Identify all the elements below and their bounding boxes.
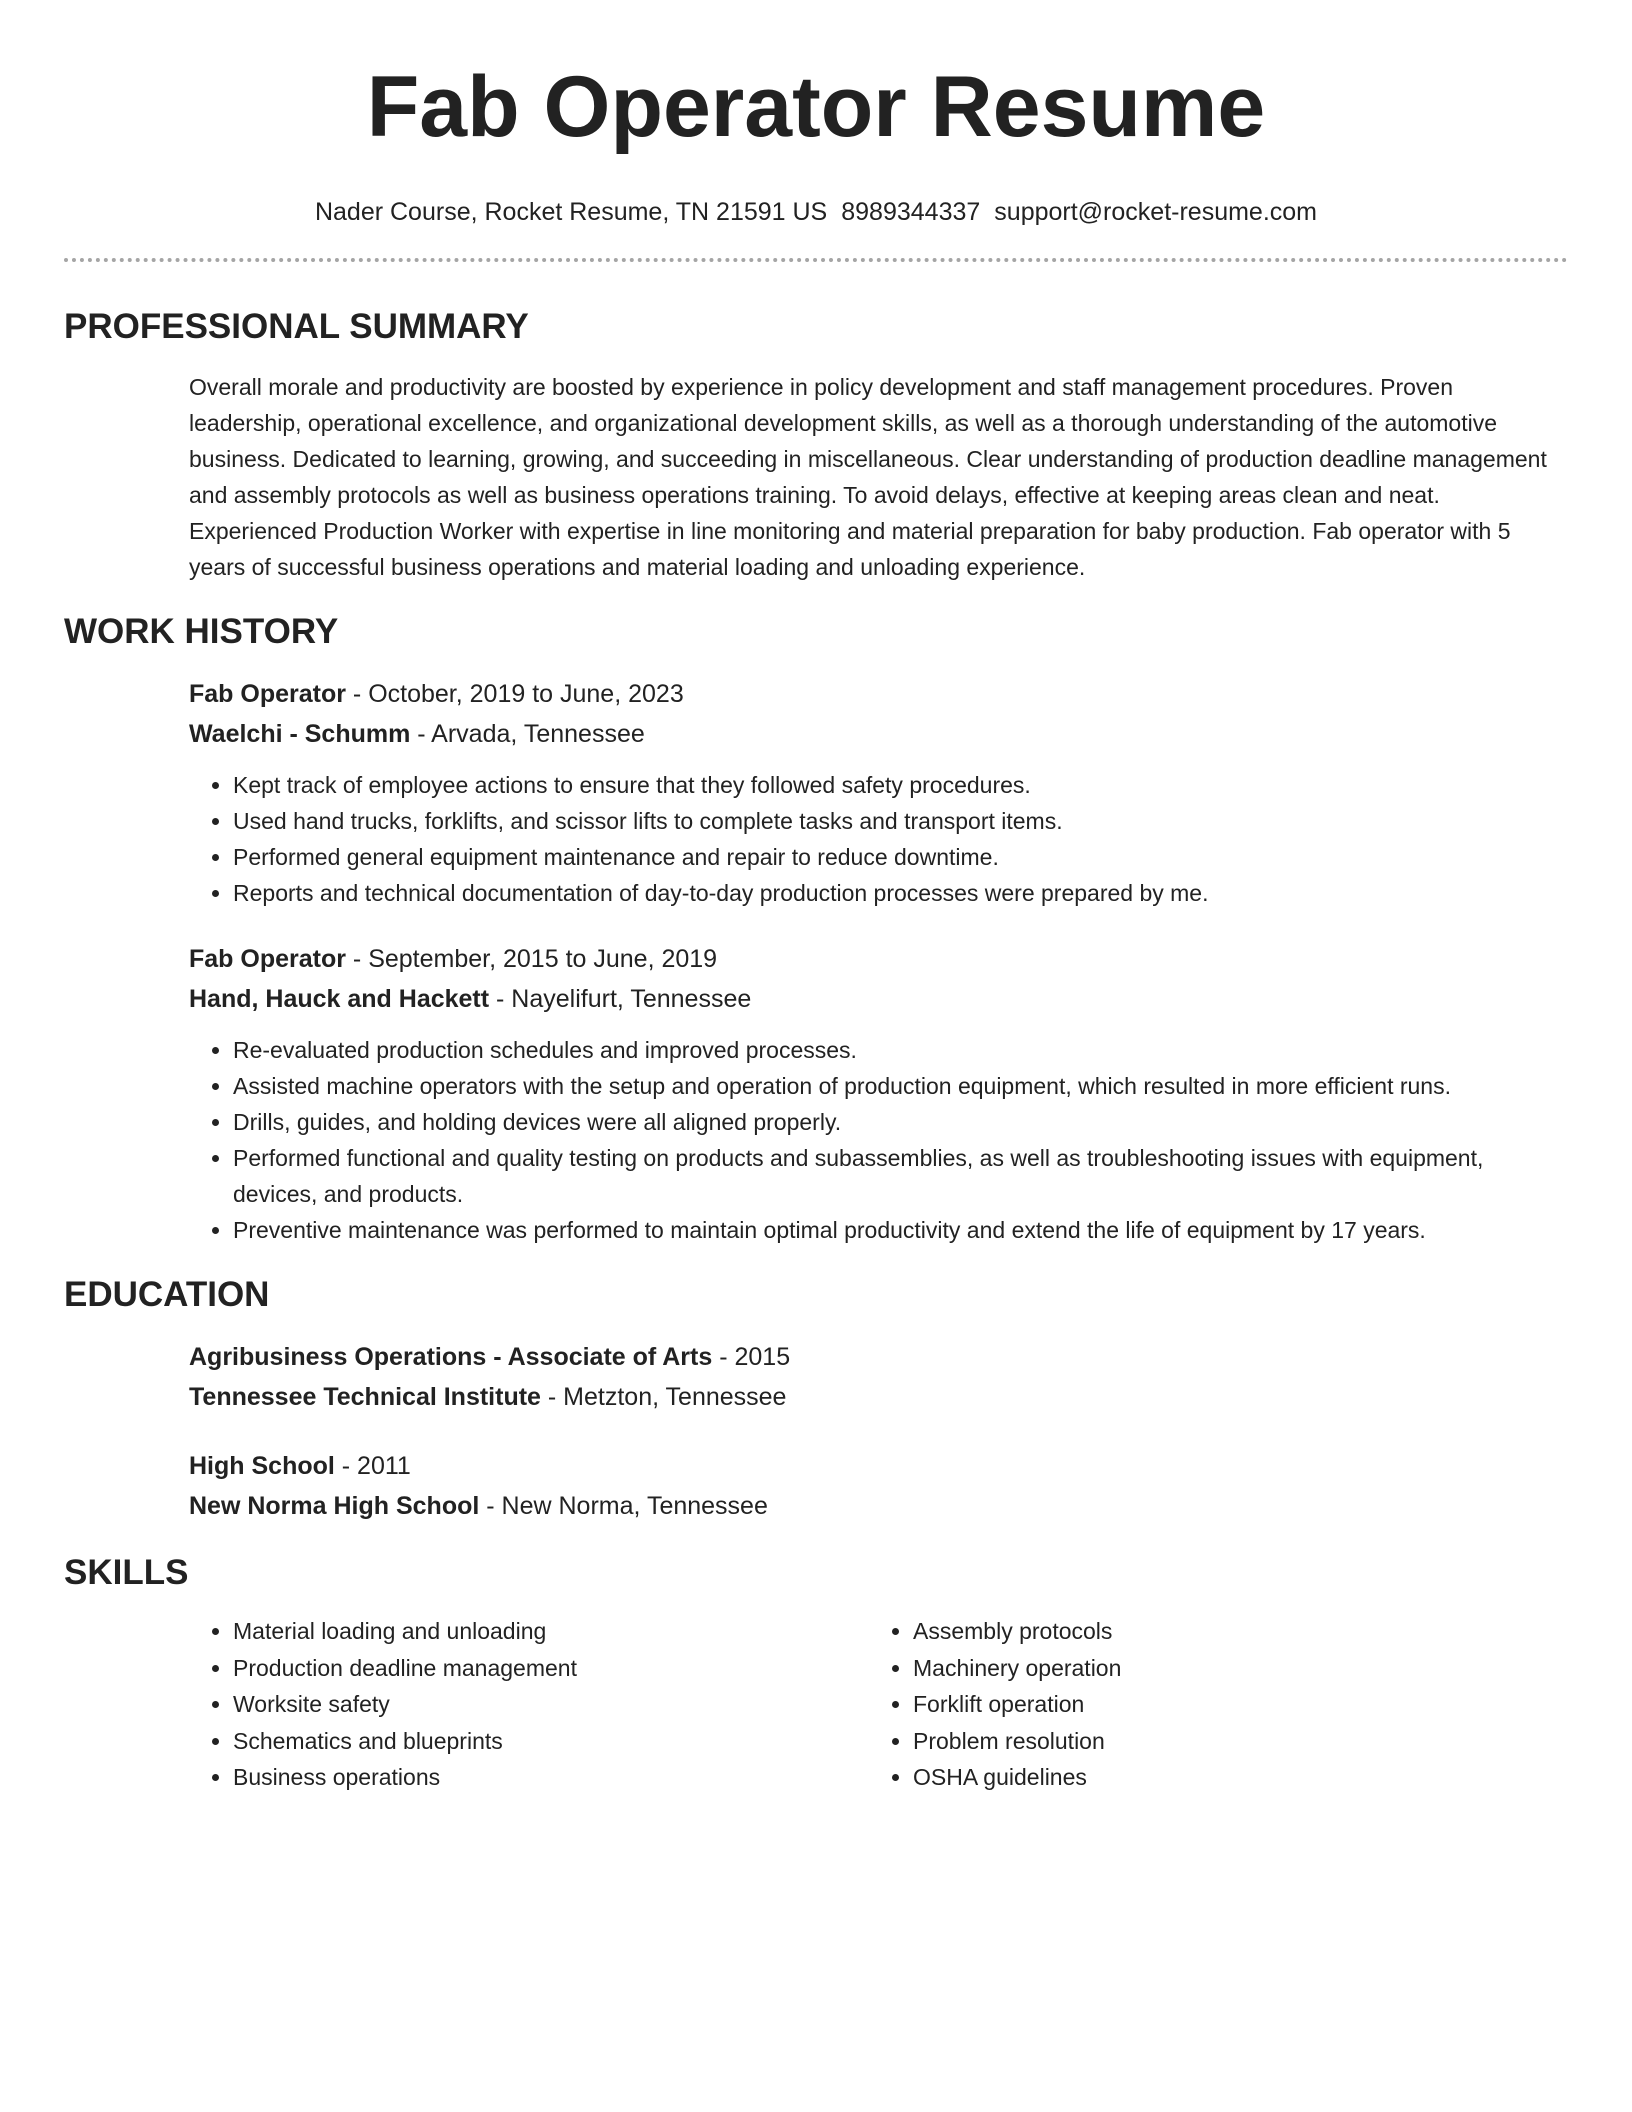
education-entry [64,1446,1568,1526]
list-item: • Re-evaluated production schedules and improved processes. [233,1032,1568,1068]
job-company-line [189,979,1568,1019]
school-line [189,1377,1568,1417]
contact-line [64,196,1568,228]
job-location: - Arvada, Tennessee [410,720,645,748]
job-company-line [189,714,1568,754]
job-dates: - September, 2015 to June, 2019 [345,945,718,973]
degree-line [189,1446,1568,1486]
skill-item: • Material loading and unloading [233,1613,869,1650]
skill-item: • Business operations [233,1759,869,1796]
list-item: • Preventive maintenance was performed to maintain optimal productivity and extend the life of equipment by 17 years. [233,1212,1568,1248]
work-history-heading: WORK HISTORY [64,612,339,651]
list-item: • Assisted machine operators with the setup and operation of production equipment, which resulted in more efficient runs. [233,1068,1568,1104]
header-divider [64,258,1568,262]
list-item: • Kept track of employee actions to ensure that they followed safety procedures. [233,767,1568,803]
skill-item: • Production deadline management [233,1650,869,1687]
school-name: Tennessee Technical Institute [189,1383,541,1411]
skill-item: • OSHA guidelines [913,1759,1549,1796]
summary-section [64,305,1568,585]
contact-phone: 8989344337 [841,198,981,226]
contact-address: Nader Course, Rocket Resume, TN 21591 US [314,198,828,226]
skills-grid [64,1613,1568,1796]
list-item: • Used hand trucks, forklifts, and scissor lifts to complete tasks and transport items. [233,803,1568,839]
job-entry [64,674,1568,911]
school-name: New Norma High School [189,1492,480,1520]
skill-item: • Schematics and blueprints [233,1723,869,1760]
education-heading: EDUCATION [64,1275,270,1314]
list-item: • Performed functional and quality testing on products and subassemblies, as well as troubleshooting issues with equipment, devices, and products. [233,1140,1568,1212]
resume-title: Fab Operator Resume [366,59,1266,155]
job-title-line [189,674,1568,714]
degree-line [189,1337,1568,1377]
skill-item: • Forklift operation [913,1686,1549,1723]
degree-name: Agribusiness Operations - Associate of Arts [189,1343,713,1371]
skill-item: • Problem resolution [913,1723,1549,1760]
list-item: • Performed general equipment maintenance and repair to reduce downtime. [233,839,1568,875]
school-location: - New Norma, Tennessee [479,1492,768,1520]
job-title-line [189,939,1568,979]
summary-heading: PROFESSIONAL SUMMARY [64,307,529,346]
skills-list-left [189,1613,869,1796]
degree-name: High School [189,1452,335,1480]
skill-item: • Machinery operation [913,1650,1549,1687]
contact-email: support@rocket-resume.com [994,198,1318,226]
job-dates: - October, 2019 to June, 2023 [345,680,684,708]
skills-heading: SKILLS [64,1553,189,1592]
degree-year: - 2015 [712,1343,791,1371]
skills-list-right [869,1613,1549,1796]
education-section [64,1273,1568,1526]
job-location: - Nayelifurt, Tennessee [489,985,752,1013]
list-item: • Drills, guides, and holding devices were all aligned properly. [233,1104,1568,1140]
school-line [189,1486,1568,1526]
skill-item: • Worksite safety [233,1686,869,1723]
job-company: Waelchi - Schumm [189,720,411,748]
school-location: - Metzton, Tennessee [540,1383,787,1411]
list-item: • Reports and technical documentation of day-to-day production processes were prepared by me. [233,875,1568,911]
work-history-section [64,610,1568,1248]
job-entry [64,939,1568,1248]
job-duties-list [189,767,1568,911]
education-entry [64,1337,1568,1417]
skills-section [64,1551,1568,1796]
job-duties-list [189,1032,1568,1248]
skill-item: • Assembly protocols [913,1613,1549,1650]
job-title: Fab Operator [189,680,346,708]
job-title: Fab Operator [189,945,346,973]
degree-year: - 2011 [334,1452,411,1480]
job-company: Hand, Hauck and Hackett [189,985,490,1013]
summary-text: Overall morale and productivity are boosted by experience in policy development and staff management procedures. Proven leadership, operational excellence, and organizational development skills, as well as a thorough understanding of the automotive business. Dedicated to learning, growing, and succeeding in miscellaneous. Clear understanding of production deadline management and assembly protocols as well as business operations training. To avoid delays, effective at keeping areas clean and neat. Experienced Production Worker with expertise in line monitoring and material preparation for baby production. Fab operator with 5 years of successful business operations and material loading and unloading experience. [189,374,1547,580]
